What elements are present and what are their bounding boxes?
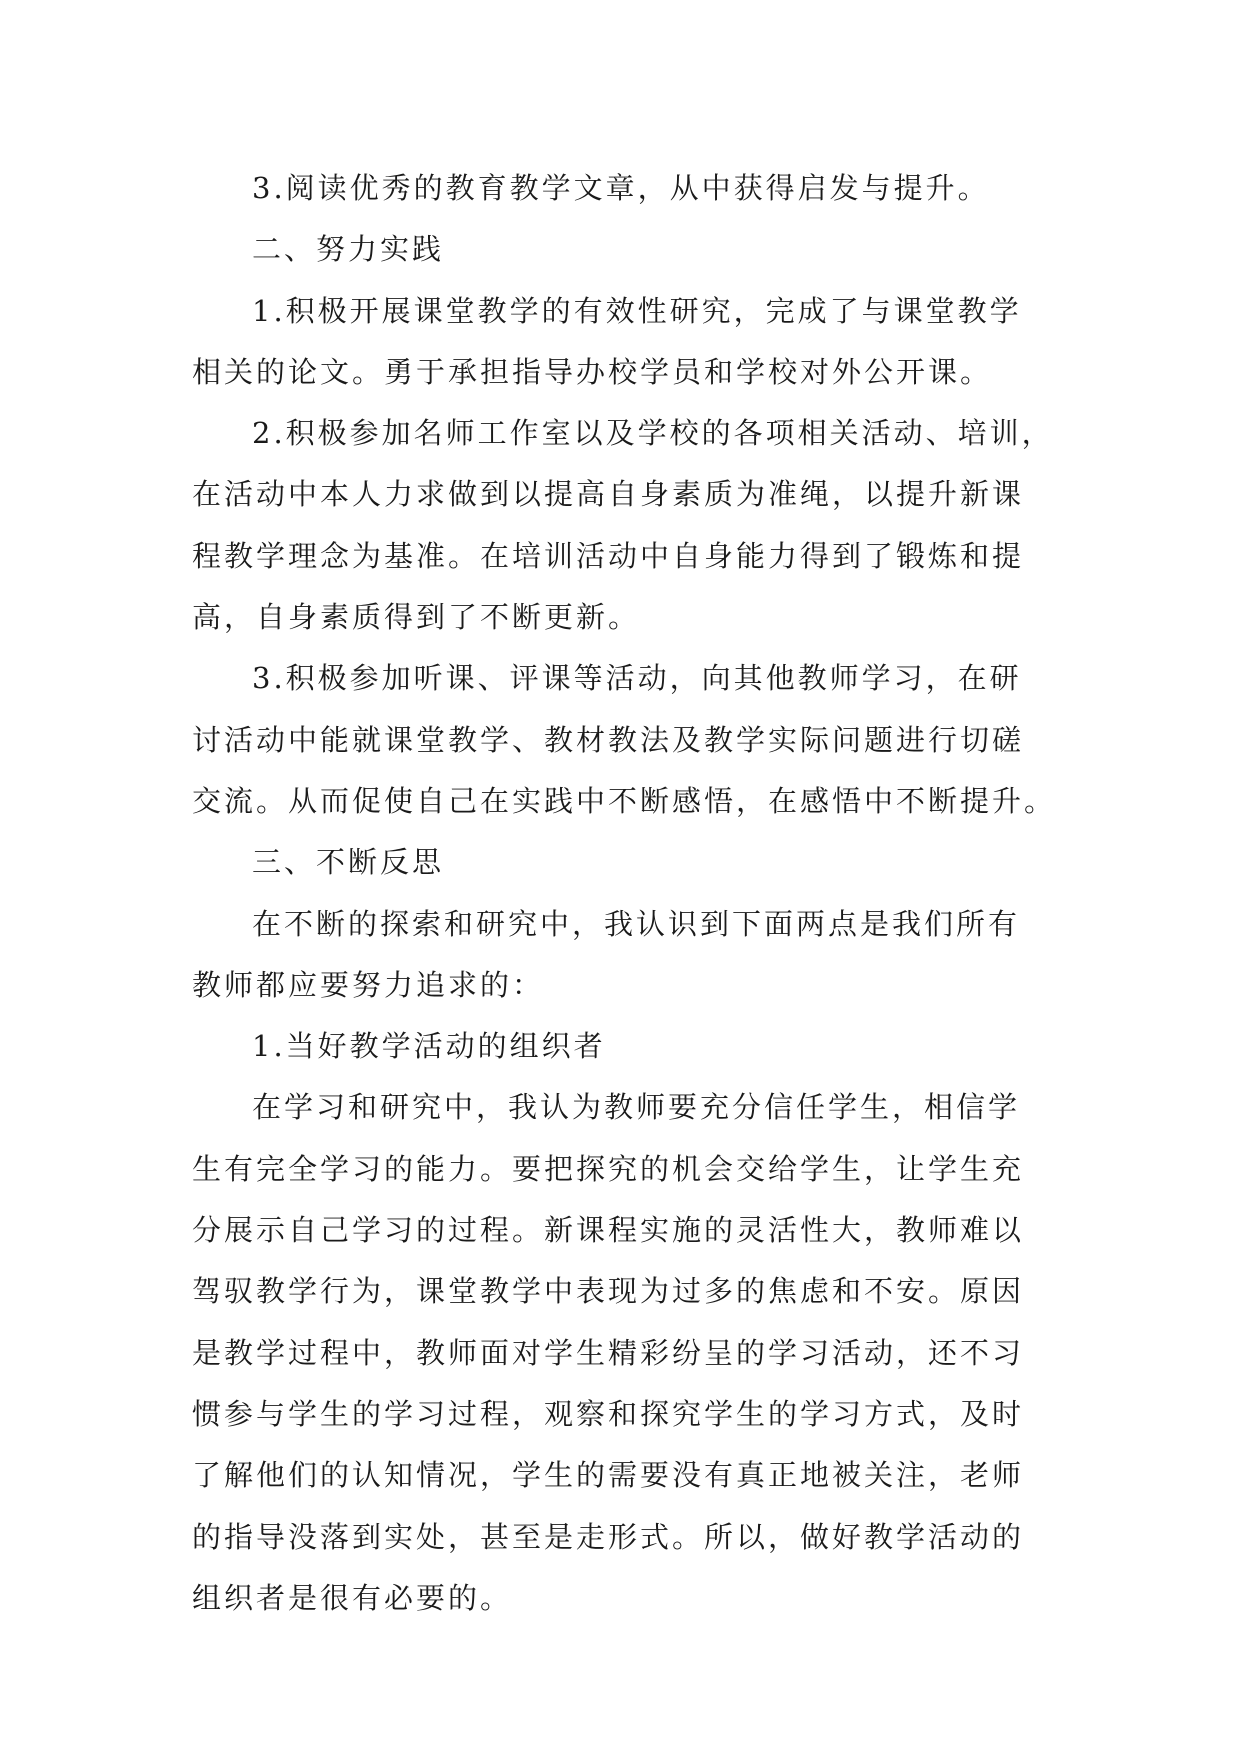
text-line: 教师都应要努力追求的： <box>192 967 545 1002</box>
text-line: 程教学理念为基准。在培训活动中自身能力得到了锻炼和提 <box>192 538 1025 573</box>
text-line: 在不断的探索和研究中，我认识到下面两点是我们所有 <box>252 906 1021 941</box>
text-line: 驾驭教学行为，课堂教学中表现为过多的焦虑和不安。原因 <box>192 1274 1025 1309</box>
text-line: 在活动中本人力求做到以提高自身素质为准绳，以提升新课 <box>192 477 1025 512</box>
text-line: 讨活动中能就课堂教学、教材教法及教学实际问题进行切磋 <box>192 722 1025 757</box>
text-line: 三、不断反思 <box>252 845 445 880</box>
text-line: 2.积极参加名师工作室以及学校的各项相关活动、培训， <box>252 416 1054 451</box>
text-line: 组织者是很有必要的。 <box>192 1580 513 1615</box>
text-line: 高，自身素质得到了不断更新。 <box>192 600 641 635</box>
text-line: 二、努力实践 <box>252 232 445 267</box>
text-line: 惯参与学生的学习过程，观察和探究学生的学习方式，及时 <box>192 1396 1025 1431</box>
text-line: 分展示自己学习的过程。新课程实施的灵活性大，教师难以 <box>192 1213 1025 1248</box>
text-line: 在学习和研究中，我认为教师要充分信任学生，相信学 <box>252 1090 1021 1125</box>
text-line: 是教学过程中，教师面对学生精彩纷呈的学习活动，还不习 <box>192 1335 1025 1370</box>
text-line: 生有完全学习的能力。要把探究的机会交给学生，让学生充 <box>192 1151 1025 1186</box>
text-line: 3.阅读优秀的教育教学文章，从中获得启发与提升。 <box>252 171 990 205</box>
text-line: 相关的论文。勇于承担指导办校学员和学校对外公开课。 <box>192 354 993 389</box>
text-line: 1.积极开展课堂教学的有效性研究，完成了与课堂教学 <box>252 293 1022 328</box>
document-page <box>192 158 1057 1629</box>
text-line: 的指导没落到实处，甚至是走形式。所以，做好教学活动的 <box>192 1519 1025 1554</box>
text-line: 1.当好教学活动的组织者 <box>252 1029 606 1064</box>
text-line: 3.积极参加听课、评课等活动，向其他教师学习，在研 <box>252 661 1022 696</box>
text-line: 了解他们的认知情况，学生的需要没有真正地被关注，老师 <box>192 1458 1025 1493</box>
text-line: 交流。从而促使自己在实践中不断感悟，在感悟中不断提升。 <box>192 783 1057 818</box>
